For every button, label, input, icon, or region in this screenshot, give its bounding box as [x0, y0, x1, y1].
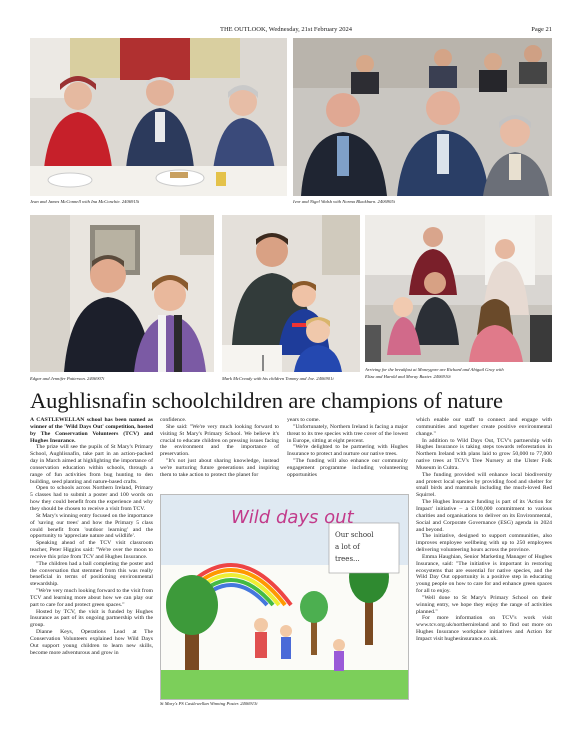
poster-title: Wild days out — [231, 507, 354, 528]
article-paragraph: Open to schools across Northern Ireland, Primary 5 classes had to submit a poster and 100 words on how they could benefit from the experience and why they should be chosen to receive a visit from TCV. — [30, 485, 153, 512]
article-paragraph: The initiative, designed to support communities, also improves employee wellbeing with up to 250 employees delivering volunteering hours across the province. — [416, 533, 552, 554]
article-headline: Aughlisnafin schoolchildren are champions of nature — [30, 388, 503, 413]
page-header — [30, 26, 552, 36]
photo-patterson — [30, 215, 214, 372]
caption-photo2: Ivor and Nigel Walsh with Norma Blackburn. 2406905i — [293, 199, 395, 204]
article-paragraph: She said: "We're very much looking forward to visiting St Mary's Primary School. We believe it's crucial to educate children on pressing issues facing the environment and the importance of preservation. — [160, 423, 279, 458]
article-column-4 — [416, 417, 552, 643]
article-column-3 — [287, 417, 408, 479]
photo-gray-baxter — [365, 215, 552, 362]
caption-photo5-line1: Arriving for the breakfast at Moneygore are Richard and Abigail Gray with — [365, 367, 504, 372]
article-paragraph: St Mary's winning entry focused on the importance of 'saving our trees' and how the Primary 5 class could benefit from 'outdoor learning' and the opportunity to 'appreciate nature and wildlife'. — [30, 512, 153, 540]
caption-photo4: Mark McCready with his children Tommy and Joe. 2406901i — [222, 376, 334, 381]
article-paragraph: The prize will see the pupils of St Mary's Primary School, Aughlisnafin, take part in an action-packed day in March aimed at highlighting the importance of conservation education within schools, through a range of fun activities from bug hunting to den building, seed planting and nature-based crafts. — [30, 444, 153, 485]
article-paragraph: "The funding will also enhance our community engagement programme including volunteering opportunities — [287, 458, 408, 478]
caption-photo3: Edgar and Jennifer Patterson. 2406907i — [30, 376, 105, 381]
article-paragraph: Hosted by TCV, the visit is funded by Hughes Insurance as part of its ongoing partnership with the group. — [30, 608, 153, 629]
article-lead-paragraph — [30, 417, 153, 444]
article-paragraph: For more information on TCV's work visit www.tcv.org.uk/northernireland and to find out more on Hughes Insurance workplace initiatives and Action for Impact visit hughesinsurance.co.uk. — [416, 615, 552, 642]
article-paragraph: "It's not just about sharing knowledge, instead we're nurturing future generations and inspiring them to take action to protect the planet for — [160, 458, 279, 478]
article-paragraph: "Unfortunately, Northern Ireland is facing a major threat to its tree species with tree cover of the lowest in Europe, sitting at eight percent. — [287, 423, 408, 444]
article-column-2 — [160, 417, 279, 479]
poster-text-line2: a lot of — [335, 543, 360, 551]
poster-text-line1: Our school — [335, 531, 374, 539]
photo-mccready-children — [222, 215, 360, 372]
article-column-1 — [30, 417, 153, 657]
caption-poster: St Mary's PS Castlewellan Winning Poster. 2406913i — [160, 701, 258, 706]
caption-photo5-line2: Eliza and Harold and Moray Baxter. 2406910i — [365, 374, 451, 379]
article-paragraph: "We're very much looking forward to the visit from TCV and learning more about how we can play our part to care for and protect green spaces." — [30, 588, 153, 608]
poster-text-line3: trees... — [335, 555, 360, 563]
caption-photo1: Jean and James McConnell with Ina McConchie. 2406915i — [30, 199, 140, 204]
article-paragraph: "The children had a ball completing the poster and the conversation that stemmed from this was really beneficial in terms of positioning environmental stewardship. — [30, 560, 153, 588]
article-paragraph: Dianne Keys, Operations Lead at The Conservation Volunteers explained how Wild Days Out support young children to learn new skills, become more adventurous and grow in — [30, 629, 153, 656]
article-paragraph: In addition to Wild Days Out, TCV's partnership with Hughes Insurance is taking steps towards reforestation in Northern Ireland with plans laid to grow 50,000 to 77,000 native trees at TCV's Tree Nursery at the Ulster Folk Museum in Cultra. — [416, 437, 552, 471]
article-paragraph: Speaking ahead of the TCV visit classroom teacher, Peter Higgins said: "We're over the moon to receive this prize from TCV and Hughes Insurance. — [30, 540, 153, 560]
article-paragraph: which enable our staff to connect and engage with communities and together create positive environmental change." — [416, 417, 552, 437]
publication-dateline: THE OUTLOOK, Wednesday, 21st February 2024 — [220, 26, 352, 33]
photo-mcconnell-mcconchie — [30, 38, 287, 196]
article-paragraph: The Hughes Insurance funding is part of its 'Action for Impact' initiative – a £100,000 commitment to various charities and organisations to deliver on its Environmental, Social and Corporate Governance (ESG) agenda in 2024 and beyond. — [416, 499, 552, 533]
page-number: Page 21 — [531, 26, 552, 33]
article-paragraph: "We're delighted to be partnering with Hughes Insurance to protect and nurture our native trees. — [287, 444, 408, 458]
article-paragraph: Emma Haughian, Senior Marketing Manager of Hughes Insurance, said: "The initiative is important in restoring ecosystems that are essential for native species, and the Wild Day Out opportunity is a positive step in educating young people on how to care for and enhance green spaces for all to enjoy. — [416, 553, 552, 595]
article-paragraph: years to come. — [287, 417, 321, 423]
winning-poster-image — [160, 494, 409, 700]
photo-walsh-blackburn — [293, 38, 552, 196]
article-lead-text: A CASTLEWELLAN school has been named as winner of the 'Wild Days Out' competition, hosted by The Conservation Volunteers (TCV) and Hughes Insurance. — [30, 417, 153, 444]
article-paragraph: confidence. — [160, 417, 187, 423]
article-paragraph: The funding provided will enhance local biodiversity and protect local species by providing food and shelter for small birds and mammals including the much-loved Red Squirrel. — [416, 471, 552, 499]
article-paragraph: "Well done to St Mary's Primary School on their winning entry, we hope they enjoy the range of activities planned." — [416, 594, 552, 615]
